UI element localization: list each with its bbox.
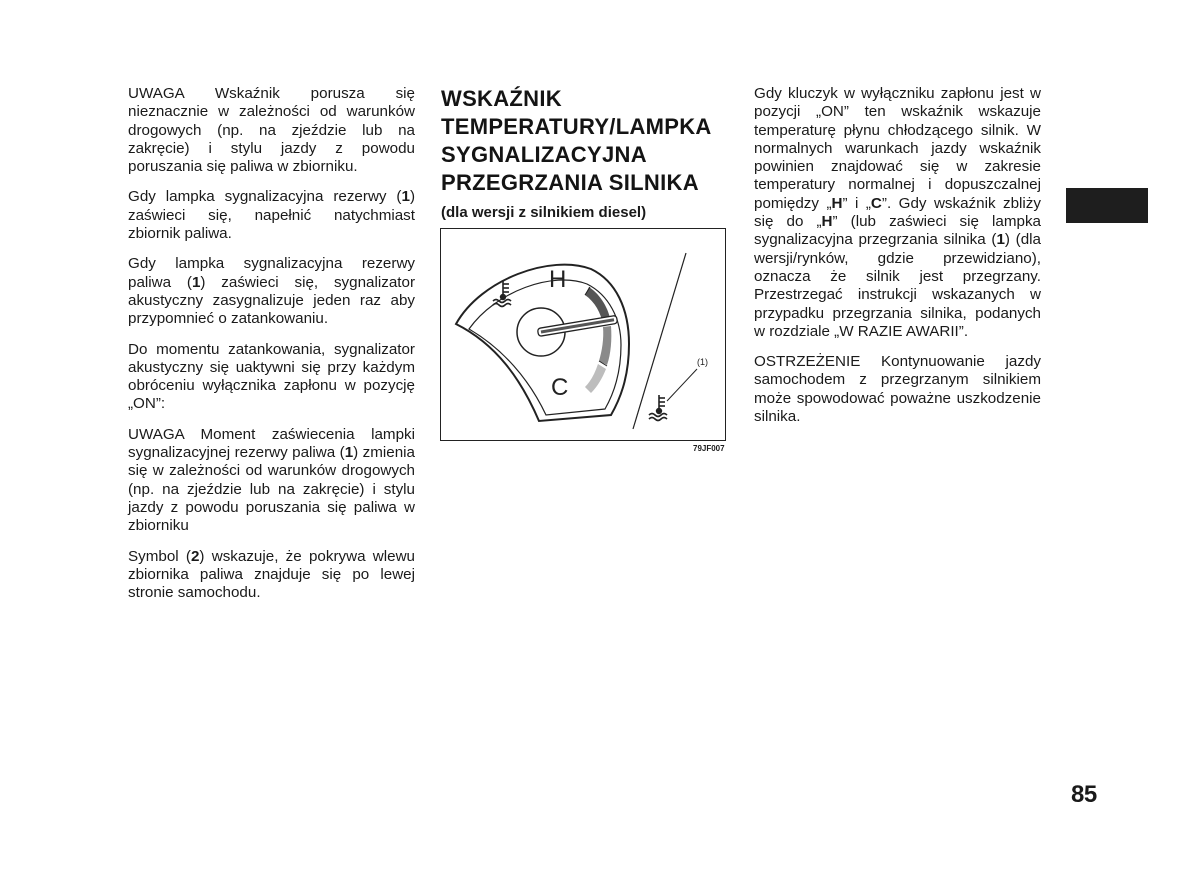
paragraph: Gdy lampka sygnalizacyjna rezerwy paliwa (1) zaświeci się, sygnalizator akustyczny zasygnalizuje jeden raz aby przypomnieć o zatankowaniu.: [128, 255, 416, 328]
coolant-warning-light-icon: [649, 395, 667, 421]
section-subheading: (dla wersji z silnikiem diesel): [441, 204, 647, 221]
paragraph: UWAGA Wskaźnik porusza się nieznacznie w zależności od warunków drogowych (np. na zjeździe lub na zakręcie) i stylu jazdy z powodu poruszania się paliwa w zbiorniku.: [128, 85, 415, 176]
paragraph: OSTRZEŻENIE Kontynuowanie jazdy samochodem z przegrzanym silnikiem może spowodować poważne uszkodzenie silnika.: [754, 353, 1041, 426]
section-heading: WSKAŹNIK TEMPERATURY/LAMPKA SYGNALIZACYJNA PRZEGRZANIA SILNIKA: [441, 86, 712, 195]
left-column: [128, 85, 415, 614]
callout-label: (1): [697, 357, 708, 367]
right-column: [754, 85, 1041, 438]
figure-code: 79JF007: [693, 444, 725, 453]
middle-column: [441, 85, 731, 222]
paragraph: Do momentu zatankowania, sygnalizator akustyczny się uaktywni się przy każdym obróceniu wyłącznika zapłonu w pozycję „ON”:: [128, 340, 415, 413]
section-tab-marker: [1066, 188, 1148, 223]
gauge-high-label: H: [549, 266, 567, 293]
paragraph: Symbol (2) wskazuje, że pokrywa wlewu zbiornika paliwa znajduje się po lewej stronie samochodu.: [128, 547, 415, 602]
paragraph: Gdy lampka sygnalizacyjna rezerwy (1) zaświeci się, napełnić natychmiast zbiornik paliwa.: [128, 188, 415, 243]
paragraph: Gdy kluczyk w wyłączniku zapłonu jest w pozycji „ON” ten wskaźnik wskazuje temperaturę płynu chłodzącego silnik. W normalnych warunkach jazdy wskaźnik powinien znajdować się w zakresie temperatury normalnej i dopuszczalnej pomiędzy „H” i „C”. Gdy wskaźnik zbliży się do „H” (lub zaświeci się lampka sygnalizacyjna przegrzania silnika (1) (dla wersji/rynków, gdzie przewidziano), oznacza że silnik jest przegrzany. Przestrzegać instrukcji wskazanych w przypadku przegrzania silnika, podanych w rozdziale „W RAZIE AWARII”.: [754, 85, 1041, 340]
paragraph: UWAGA Moment zaświecenia lampki sygnalizacyjnej rezerwy paliwa (1) zmienia się w zależności od warunków drogowych (np. na zjeździe lub na zakręcie) i stylu jazdy z powodu poruszania się paliwa w zbiorniku: [128, 425, 415, 535]
gauge-low-label: C: [551, 374, 569, 401]
page-number: 85: [1071, 781, 1097, 808]
callout-leader: [667, 369, 697, 401]
temperature-gauge-figure: [440, 228, 726, 441]
